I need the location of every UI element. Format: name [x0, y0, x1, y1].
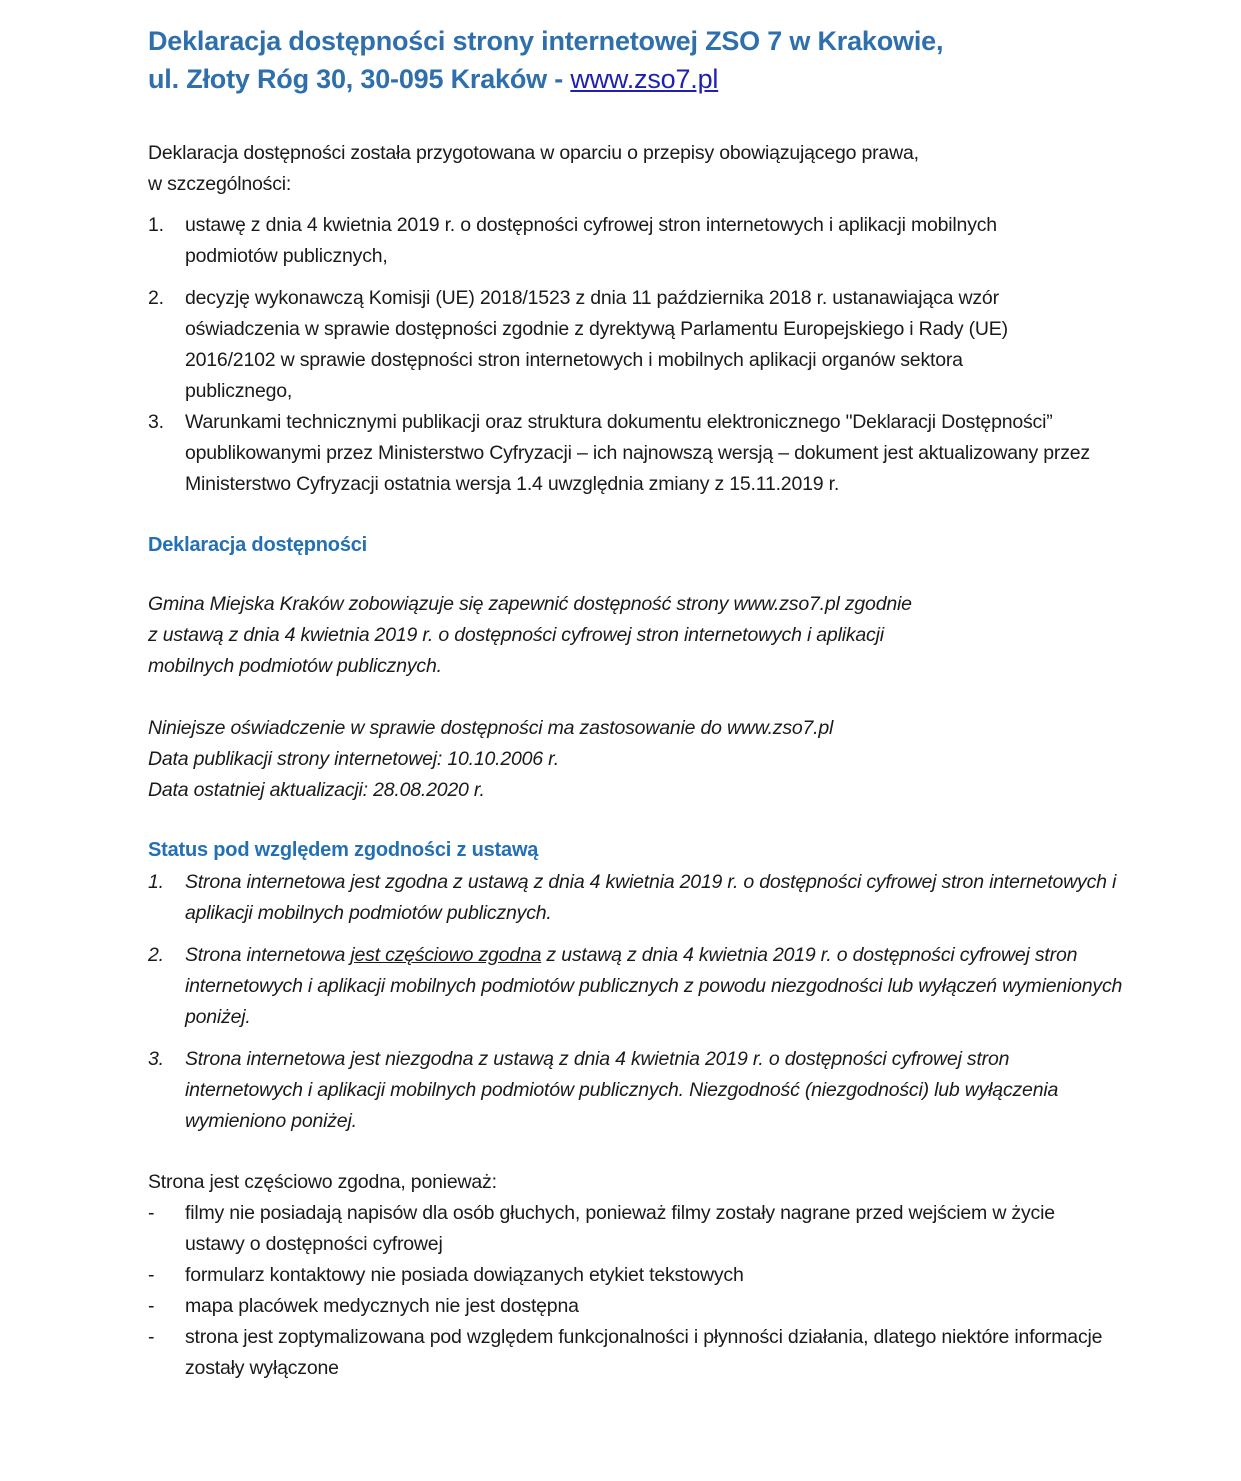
commitment-line-3: mobilnych podmiotów publicznych.: [148, 655, 442, 677]
list-marker: 3.: [148, 411, 164, 433]
status-heading: Status pod względem zgodności z ustawą: [148, 839, 539, 861]
commitment-line-2: z ustawą z dnia 4 kwietnia 2019 r. o dostępności cyfrowej stron internetowych i aplikacji: [148, 624, 884, 646]
list-item-text: mapa placówek medycznych nie jest dostępna: [185, 1295, 579, 1317]
list-item-text: decyzję wykonawczą Komisji (UE) 2018/1523 z dnia 11 października 2018 r. ustanawiająca wzór oświadczenia w sprawie dostępności zgodnie z dyrektywą Parlamentu Europejskiego i Rady (UE) 2016/2102 w sprawie dostępności stron internetowych i mobilnych aplikacji organów sektora publicznego,: [185, 287, 1008, 402]
publication-date: Data publikacji strony internetowej: 10.10.2006 r.: [148, 748, 559, 770]
list-marker: 2.: [148, 944, 164, 966]
list-item-text: Strona internetowa jest niezgodna z ustawą z dnia 4 kwietnia 2019 r. o dostępności cyfrowej stron internetowych i aplikacji mobilnych podmiotów publicznych. Niezgodność (niezgodności) lub wyłączenia wymieniono poniżej.: [185, 1048, 1059, 1132]
intro-line-1: Deklaracja dostępności została przygotowana w oparciu o przepisy obowiązującego prawa,: [148, 142, 919, 164]
status-item: [148, 867, 1130, 929]
last-update-date: Data ostatniej aktualizacji: 28.08.2020 r.: [148, 779, 485, 801]
intro-line-2: w szczególności:: [148, 173, 292, 195]
reasons-intro: Strona jest częściowo zgodna, ponieważ:: [148, 1171, 497, 1193]
list-marker: 2.: [148, 287, 164, 309]
reasons-list: [148, 1198, 1108, 1384]
reason-item: [148, 1198, 1085, 1260]
list-item-text: Warunkami technicznymi publikacji oraz struktura dokumentu elektronicznego "Deklaracji Dostępności” opublikowanymi przez Ministerstwo Cyfryzacji – ich najnowszą wersją – dokument jest aktualizowany przez Ministerstwo Cyfryzacji ostatnia wersja 1.4 uwzględnia zmiany z 15.11.2019 r.: [185, 411, 1090, 495]
document-page: [148, 22, 1123, 1384]
website-link[interactable]: www.zso7.pl: [570, 64, 719, 94]
title-line-2: ul. Złoty Róg 30, 30-095 Kraków -: [148, 64, 571, 94]
list-item-text-pre: Strona internetowa: [185, 944, 351, 966]
declaration-heading: Deklaracja dostępności: [148, 534, 368, 556]
legal-basis-item: [148, 210, 1065, 272]
list-marker: -: [148, 1326, 155, 1348]
list-marker: -: [148, 1264, 155, 1286]
list-item-text-post: z ustawą z dnia 4 kwietnia 2019 r. o dostępności cyfrowej stron internetowych i aplikacji mobilnych podmiotów publicznych z powodu niezgodności lub wyłączeń wymienionych poniżej.: [185, 944, 1123, 1028]
status-list: [148, 867, 1123, 1137]
partial-compliance-emphasis: jest częściowo zgodna: [350, 944, 542, 966]
list-marker: 1.: [148, 871, 164, 893]
list-marker: -: [148, 1202, 155, 1224]
list-item-text: formularz kontaktowy nie posiada dowiązanych etykiet tekstowych: [185, 1264, 744, 1286]
intro-paragraph: [148, 138, 1108, 200]
list-item-text: filmy nie posiadają napisów dla osób głuchych, ponieważ filmy zostały nagrane przed wejściem w życie ustawy o dostępności cyfrowej: [185, 1202, 1055, 1255]
document-title: [148, 22, 1108, 98]
title-line-1: Deklaracja dostępności strony internetowej ZSO 7 w Krakowie,: [148, 26, 944, 56]
scope-statement: Niniejsze oświadczenie w sprawie dostępności ma zastosowanie do www.zso7.pl: [148, 717, 834, 739]
list-marker: -: [148, 1295, 155, 1317]
status-item: [148, 1044, 1130, 1137]
reason-item: [148, 1260, 1108, 1291]
commitment-paragraph: [148, 589, 1108, 682]
list-item-text: strona jest zoptymalizowana pod względem funkcjonalności i płynności działania, dlatego niektóre informacje zostały wyłączone: [185, 1326, 1103, 1379]
list-item-text: ustawę z dnia 4 kwietnia 2019 r. o dostępności cyfrowej stron internetowych i aplikacji mobilnych podmiotów publicznych,: [185, 214, 997, 267]
legal-basis-item: [148, 407, 1135, 500]
status-item: [148, 940, 1130, 1033]
reason-item: [148, 1322, 1130, 1384]
reason-item: [148, 1291, 1108, 1322]
legal-basis-list: [148, 210, 1108, 500]
list-item-text: Strona internetowa jest zgodna z ustawą z dnia 4 kwietnia 2019 r. o dostępności cyfrowej stron internetowych i aplikacji mobilnych podmiotów publicznych.: [185, 871, 1117, 924]
legal-basis-item: [148, 283, 1020, 407]
list-marker: 1.: [148, 214, 164, 236]
commitment-line-1: Gmina Miejska Kraków zobowiązuje się zapewnić dostępność strony www.zso7.pl zgodnie: [148, 593, 912, 615]
declaration-details: [148, 713, 1108, 806]
list-marker: 3.: [148, 1048, 164, 1070]
